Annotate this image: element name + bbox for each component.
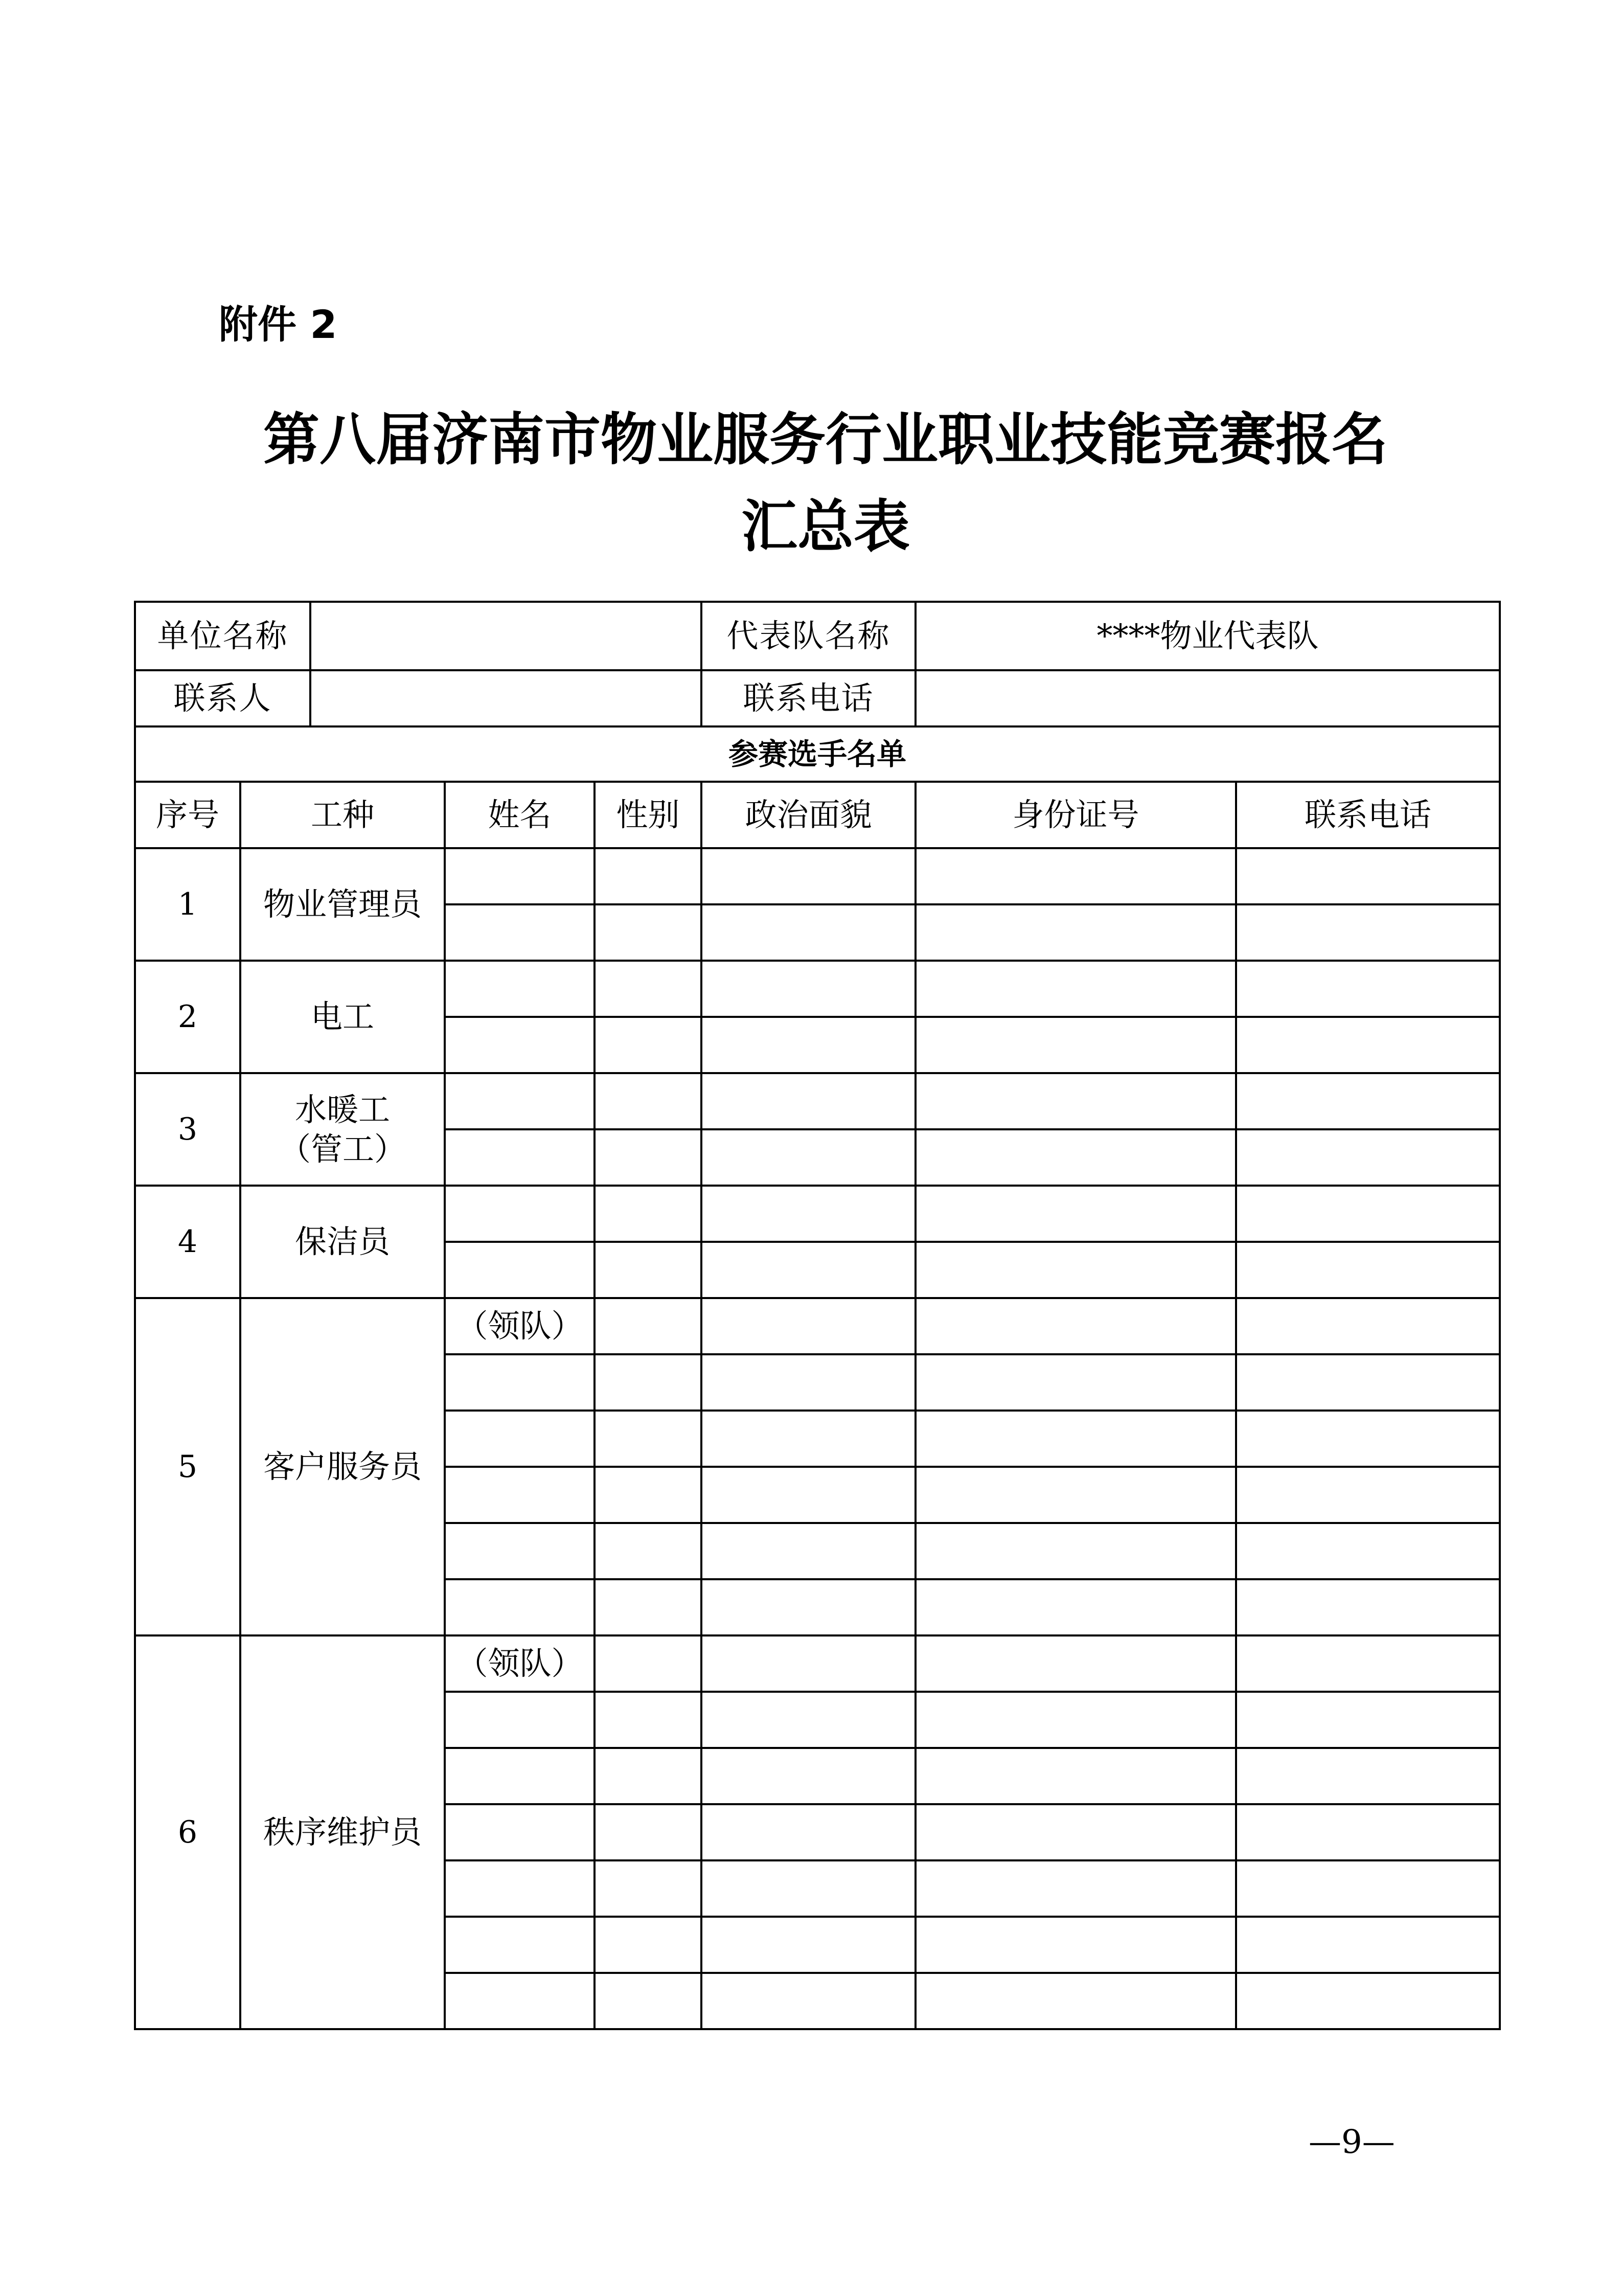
gender-cell[interactable] [595,1579,701,1635]
table-row [135,1298,1500,1354]
gender-cell[interactable] [595,1073,701,1129]
name-cell[interactable] [445,848,595,904]
id-number-cell[interactable] [916,1354,1236,1411]
gender-cell[interactable] [595,961,701,1017]
phone-cell[interactable] [1236,848,1500,904]
col-header-phone: 联系电话 [1236,782,1500,848]
name-cell[interactable] [445,1860,595,1917]
page-number: —9— [1309,2123,1395,2161]
group-trade: 物业管理员 [240,848,445,961]
group-no: 5 [135,1298,240,1635]
gender-cell[interactable] [595,1804,701,1860]
political-status-cell[interactable] [701,1748,916,1804]
id-number-cell[interactable] [916,904,1236,961]
political-status-cell[interactable] [701,961,916,1017]
contact-label: 联系人 [135,670,310,726]
id-number-cell[interactable] [916,848,1236,904]
name-cell[interactable] [445,1523,595,1579]
group-trade: 秩序维护员 [240,1635,445,2029]
phone-cell[interactable] [1236,1467,1500,1523]
gender-cell[interactable] [595,1411,701,1467]
id-number-cell[interactable] [916,1186,1236,1242]
phone-cell[interactable] [1236,1073,1500,1129]
col-header-id-number: 身份证号 [916,782,1236,848]
table-row [135,1635,1500,1692]
id-number-cell[interactable] [916,1804,1236,1860]
document-title-line2: 汇总表 [741,493,910,559]
name-cell[interactable] [445,1073,595,1129]
id-number-cell[interactable] [916,1579,1236,1635]
phone-cell[interactable] [1236,1242,1500,1298]
id-number-cell[interactable] [916,1523,1236,1579]
unit-name-label: 单位名称 [135,602,310,670]
header-row-contact [135,670,1500,726]
political-status-cell[interactable] [701,1073,916,1129]
group-trade: 保洁员 [240,1186,445,1298]
name-cell[interactable] [445,961,595,1017]
id-number-cell[interactable] [916,1411,1236,1467]
document-title-line1: 第八届济南市物业服务行业职业技能竞赛报名 [263,406,1388,472]
name-cell[interactable] [445,1804,595,1860]
group-trade-line2: （管工） [279,1130,406,1168]
political-status-cell[interactable] [701,1579,916,1635]
gender-cell[interactable] [595,1186,701,1242]
team-name-label: 代表队名称 [701,602,916,670]
gender-cell[interactable] [595,848,701,904]
political-status-cell[interactable] [701,1692,916,1748]
name-cell[interactable] [445,1917,595,1973]
id-number-cell[interactable] [916,1748,1236,1804]
gender-cell[interactable] [595,1692,701,1748]
gender-cell[interactable] [595,1523,701,1579]
gender-cell[interactable] [595,1467,701,1523]
group-no: 3 [135,1073,240,1186]
phone-cell[interactable] [1236,1129,1500,1186]
gender-cell[interactable] [595,904,701,961]
political-status-cell[interactable] [701,1523,916,1579]
phone-label: 联系电话 [701,670,916,726]
name-cell[interactable] [445,1186,595,1242]
name-cell[interactable] [445,1411,595,1467]
name-cell-leader[interactable]: （领队） [445,1635,595,1692]
table-row [135,1186,1500,1242]
id-number-cell[interactable] [916,1073,1236,1129]
phone-cell[interactable] [1236,1973,1500,2029]
political-status-cell[interactable] [701,1354,916,1411]
col-header-name: 姓名 [445,782,595,848]
name-cell[interactable] [445,1467,595,1523]
name-cell[interactable] [445,1692,595,1748]
phone-cell[interactable] [1236,1635,1500,1692]
name-cell[interactable] [445,1973,595,2029]
gender-cell[interactable] [595,1242,701,1298]
id-number-cell[interactable] [916,1242,1236,1298]
col-header-trade: 工种 [240,782,445,848]
gender-cell[interactable] [595,1973,701,2029]
gender-cell[interactable] [595,1635,701,1692]
phone-cell[interactable] [1236,904,1500,961]
phone-cell[interactable] [1236,1748,1500,1804]
group-trade: 客户服务员 [240,1298,445,1635]
phone-cell[interactable] [1236,1579,1500,1635]
table-row [135,1073,1500,1129]
contact-field[interactable] [310,670,701,726]
id-number-cell[interactable] [916,1467,1236,1523]
phone-cell[interactable] [1236,1017,1500,1073]
political-status-cell[interactable] [701,904,916,961]
id-number-cell[interactable] [916,1860,1236,1917]
name-cell[interactable] [445,904,595,961]
gender-cell[interactable] [595,1917,701,1973]
id-number-cell[interactable] [916,961,1236,1017]
phone-cell[interactable] [1236,1186,1500,1242]
political-status-cell[interactable] [701,1298,916,1354]
group-no: 1 [135,848,240,961]
gender-cell[interactable] [595,1017,701,1073]
phone-cell[interactable] [1236,1411,1500,1467]
column-header-row [135,782,1500,848]
name-cell[interactable] [445,1129,595,1186]
name-cell[interactable] [445,1748,595,1804]
section-title: 参赛选手名单 [135,726,1500,782]
group-trade [240,1073,445,1186]
registration-table [134,601,1501,2030]
group-no: 6 [135,1635,240,2029]
unit-name-field[interactable] [310,602,701,670]
col-header-no: 序号 [135,782,240,848]
phone-cell[interactable] [1236,1860,1500,1917]
gender-cell[interactable] [595,1129,701,1186]
col-header-gender: 性别 [595,782,701,848]
political-status-cell[interactable] [701,848,916,904]
phone-cell[interactable] [1236,1804,1500,1860]
phone-cell[interactable] [1236,1354,1500,1411]
name-cell[interactable] [445,1017,595,1073]
phone-cell[interactable] [1236,1523,1500,1579]
group-trade: 电工 [240,961,445,1073]
political-status-cell[interactable] [701,1186,916,1242]
gender-cell[interactable] [595,1748,701,1804]
political-status-cell[interactable] [701,1804,916,1860]
political-status-cell[interactable] [701,1242,916,1298]
phone-cell[interactable] [1236,961,1500,1017]
id-number-cell[interactable] [916,1917,1236,1973]
political-status-cell[interactable] [701,1635,916,1692]
team-name-field[interactable]: ****物业代表队 [916,602,1500,670]
group-trade-line1: 水暖工 [295,1090,391,1128]
id-number-cell[interactable] [916,1017,1236,1073]
gender-cell[interactable] [595,1354,701,1411]
political-status-cell[interactable] [701,1467,916,1523]
gender-cell[interactable] [595,1298,701,1354]
table-row [135,848,1500,904]
id-number-cell[interactable] [916,1635,1236,1692]
group-no: 4 [135,1186,240,1298]
political-status-cell[interactable] [701,1017,916,1073]
col-header-political-status: 政治面貌 [701,782,916,848]
name-cell-leader[interactable]: （领队） [445,1298,595,1354]
section-row [135,726,1500,782]
political-status-cell[interactable] [701,1860,916,1917]
table-row [135,961,1500,1017]
gender-cell[interactable] [595,1860,701,1917]
political-status-cell[interactable] [701,1973,916,2029]
phone-cell[interactable] [1236,1692,1500,1748]
name-cell[interactable] [445,1579,595,1635]
id-number-cell[interactable] [916,1973,1236,2029]
phone-cell[interactable] [1236,1917,1500,1973]
id-number-cell[interactable] [916,1298,1236,1354]
id-number-cell[interactable] [916,1692,1236,1748]
id-number-cell[interactable] [916,1129,1236,1186]
political-status-cell[interactable] [701,1411,916,1467]
political-status-cell[interactable] [701,1917,916,1973]
phone-field[interactable] [916,670,1500,726]
attachment-label: 附件 2 [219,302,337,347]
phone-cell[interactable] [1236,1298,1500,1354]
header-row-unit [135,602,1500,670]
group-no: 2 [135,961,240,1073]
name-cell[interactable] [445,1354,595,1411]
name-cell[interactable] [445,1242,595,1298]
political-status-cell[interactable] [701,1129,916,1186]
